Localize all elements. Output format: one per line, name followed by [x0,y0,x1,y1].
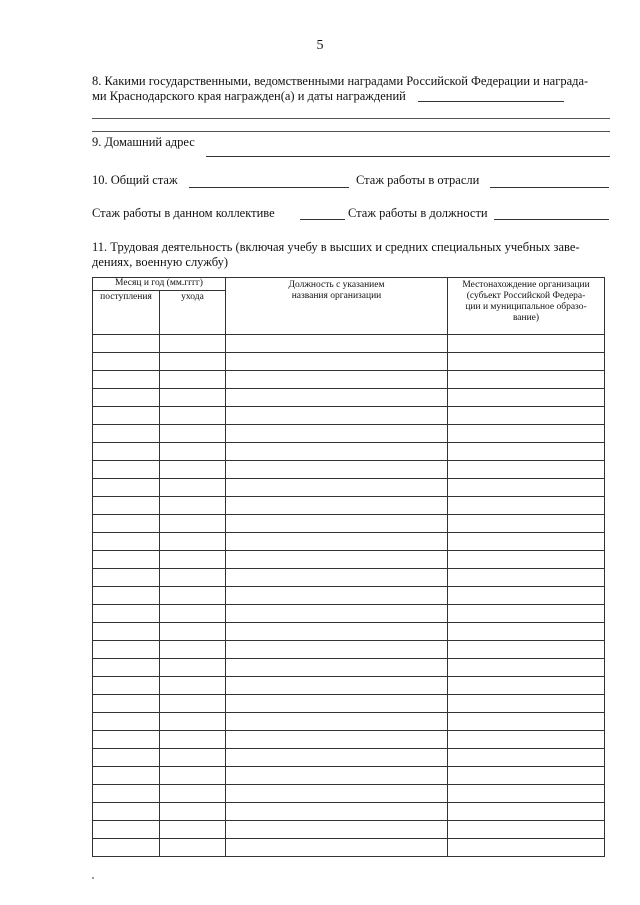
table-row [93,641,605,659]
cell-end-date[interactable] [160,551,226,569]
table-row [93,515,605,533]
cell-end-date[interactable] [160,461,226,479]
cell-end-date[interactable] [160,623,226,641]
cell-position[interactable] [226,695,448,713]
cell-position[interactable] [226,731,448,749]
cell-position[interactable] [226,605,448,623]
home-address-field[interactable] [206,156,610,157]
header-start: поступления [93,291,160,335]
cell-end-date[interactable] [160,335,226,353]
cell-start-date[interactable] [93,713,160,731]
header-position [226,278,448,335]
cell-location[interactable] [448,695,605,713]
header-month-year: Месяц и год (мм.гггг) [93,278,226,291]
industry-experience-label: Стаж работы в отрасли [356,173,480,187]
cell-location[interactable] [448,497,605,515]
cell-end-date[interactable] [160,497,226,515]
table-row [93,497,605,515]
table-row [93,677,605,695]
table-row [93,821,605,839]
cell-start-date[interactable] [93,623,160,641]
cell-end-date[interactable] [160,569,226,587]
table-row [93,839,605,857]
cell-end-date[interactable] [160,767,226,785]
table-row [93,461,605,479]
cell-position[interactable] [226,533,448,551]
cell-end-date[interactable] [160,785,226,803]
cell-end-date[interactable] [160,425,226,443]
position-experience-field[interactable] [494,219,609,220]
cell-location[interactable] [448,677,605,695]
cell-start-date[interactable] [93,443,160,461]
q8-answer-line-3[interactable] [92,131,610,132]
cell-location[interactable] [448,623,605,641]
table-body [93,335,605,857]
cell-location[interactable] [448,731,605,749]
q11-text-line2: дениях, военную службу) [92,255,229,269]
header-location-line2: (субъект Российской Федера- [466,291,586,301]
cell-end-date[interactable] [160,479,226,497]
header-position-line2: названия организации [291,291,382,301]
cell-position[interactable] [226,587,448,605]
cell-start-date[interactable] [93,677,160,695]
cell-location[interactable] [448,443,605,461]
table-row [93,479,605,497]
team-experience-label: Стаж работы в данном коллективе [92,206,275,220]
cell-position[interactable] [226,623,448,641]
cell-location[interactable] [448,659,605,677]
header-location [448,278,605,335]
table-row [93,425,605,443]
header-location-line1: Местонахождение организации [462,280,590,290]
cell-location[interactable] [448,461,605,479]
team-experience-field[interactable] [300,219,345,220]
cell-position[interactable] [226,569,448,587]
industry-experience-field[interactable] [490,187,609,188]
cell-start-date[interactable] [93,821,160,839]
cell-position[interactable] [226,551,448,569]
cell-position[interactable] [226,461,448,479]
header-location-line3: ции и муниципальное образо- [465,302,587,312]
table-row [93,713,605,731]
cell-position[interactable] [226,497,448,515]
cell-start-date[interactable] [93,515,160,533]
header-end: ухода [160,291,226,335]
cell-end-date[interactable] [160,353,226,371]
table-row [93,605,605,623]
table-row [93,533,605,551]
cell-start-date[interactable] [93,407,160,425]
table-row [93,371,605,389]
q8-answer-line-2[interactable] [92,118,610,119]
cell-location[interactable] [448,767,605,785]
table-row [93,749,605,767]
cell-start-date[interactable] [93,749,160,767]
table-row [93,551,605,569]
table-row [93,731,605,749]
cell-location[interactable] [448,533,605,551]
cell-position[interactable] [226,785,448,803]
table-row [93,335,605,353]
cell-start-date[interactable] [93,695,160,713]
table-row [93,569,605,587]
cell-position[interactable] [226,389,448,407]
cell-location[interactable] [448,821,605,839]
cell-position[interactable] [226,335,448,353]
table-row [93,695,605,713]
cell-location[interactable] [448,749,605,767]
table-row [93,785,605,803]
cell-position[interactable] [226,821,448,839]
cell-position[interactable] [226,713,448,731]
scan-artifact [92,877,94,879]
cell-position[interactable] [226,767,448,785]
cell-end-date[interactable] [160,389,226,407]
cell-start-date[interactable] [93,551,160,569]
cell-location[interactable] [448,389,605,407]
cell-end-date[interactable] [160,533,226,551]
cell-position[interactable] [226,479,448,497]
cell-start-date[interactable] [93,605,160,623]
cell-position[interactable] [226,749,448,767]
cell-end-date[interactable] [160,515,226,533]
cell-end-date[interactable] [160,677,226,695]
total-experience-field[interactable] [189,187,349,188]
cell-position[interactable] [226,659,448,677]
table-header-row-1 [93,278,605,291]
work-history-table [92,277,605,857]
cell-location[interactable] [448,479,605,497]
cell-start-date[interactable] [93,785,160,803]
table-row [93,767,605,785]
cell-start-date[interactable] [93,767,160,785]
cell-start-date[interactable] [93,425,160,443]
cell-position[interactable] [226,677,448,695]
table-row [93,587,605,605]
cell-position[interactable] [226,641,448,659]
page-number: 5 [316,38,324,53]
cell-location[interactable] [448,839,605,857]
cell-position[interactable] [226,443,448,461]
cell-position[interactable] [226,371,448,389]
cell-start-date[interactable] [93,839,160,857]
cell-start-date[interactable] [93,803,160,821]
cell-location[interactable] [448,569,605,587]
cell-location[interactable] [448,371,605,389]
cell-start-date[interactable] [93,641,160,659]
cell-location[interactable] [448,803,605,821]
cell-location[interactable] [448,785,605,803]
table-row [93,389,605,407]
cell-position[interactable] [226,425,448,443]
total-experience-label: 10. Общий стаж [92,173,178,187]
cell-start-date[interactable] [93,479,160,497]
q8-answer-field[interactable] [418,101,564,102]
table-row [93,623,605,641]
table-row [93,443,605,461]
position-experience-label: Стаж работы в должности [348,206,488,220]
cell-end-date[interactable] [160,443,226,461]
cell-location[interactable] [448,713,605,731]
cell-start-date[interactable] [93,371,160,389]
cell-start-date[interactable] [93,659,160,677]
cell-end-date[interactable] [160,605,226,623]
cell-location[interactable] [448,587,605,605]
table-row [93,407,605,425]
cell-position[interactable] [226,839,448,857]
table-row [93,803,605,821]
q9-label: 9. Домашний адрес [92,135,195,149]
cell-position[interactable] [226,803,448,821]
cell-end-date[interactable] [160,731,226,749]
cell-end-date[interactable] [160,749,226,767]
cell-location[interactable] [448,641,605,659]
q11-text-line1: 11. Трудовая деятельность (включая учебу в высших и средних специальных учебных заве- [92,240,580,254]
cell-location[interactable] [448,353,605,371]
cell-end-date[interactable] [160,407,226,425]
header-location-line4: вание) [512,313,540,323]
cell-position[interactable] [226,515,448,533]
cell-position[interactable] [226,407,448,425]
cell-start-date[interactable] [93,335,160,353]
cell-start-date[interactable] [93,731,160,749]
cell-location[interactable] [448,407,605,425]
cell-end-date[interactable] [160,659,226,677]
q8-text-line2: ми Краснодарского края награжден(а) и даты награждений [92,89,406,103]
cell-start-date[interactable] [93,389,160,407]
cell-start-date[interactable] [93,569,160,587]
cell-end-date[interactable] [160,839,226,857]
cell-start-date[interactable] [93,461,160,479]
cell-end-date[interactable] [160,371,226,389]
cell-location[interactable] [448,515,605,533]
cell-location[interactable] [448,425,605,443]
cell-end-date[interactable] [160,587,226,605]
cell-start-date[interactable] [93,353,160,371]
cell-end-date[interactable] [160,821,226,839]
cell-start-date[interactable] [93,533,160,551]
cell-start-date[interactable] [93,497,160,515]
cell-location[interactable] [448,605,605,623]
table-row [93,659,605,677]
cell-end-date[interactable] [160,641,226,659]
table-row [93,353,605,371]
cell-location[interactable] [448,335,605,353]
cell-location[interactable] [448,551,605,569]
header-position-line1: Должность с указанием [288,280,385,290]
cell-end-date[interactable] [160,695,226,713]
q8-text-line1: 8. Какими государственными, ведомственными наградами Российской Федерации и награда- [92,74,589,88]
cell-position[interactable] [226,353,448,371]
cell-end-date[interactable] [160,803,226,821]
cell-start-date[interactable] [93,587,160,605]
cell-end-date[interactable] [160,713,226,731]
